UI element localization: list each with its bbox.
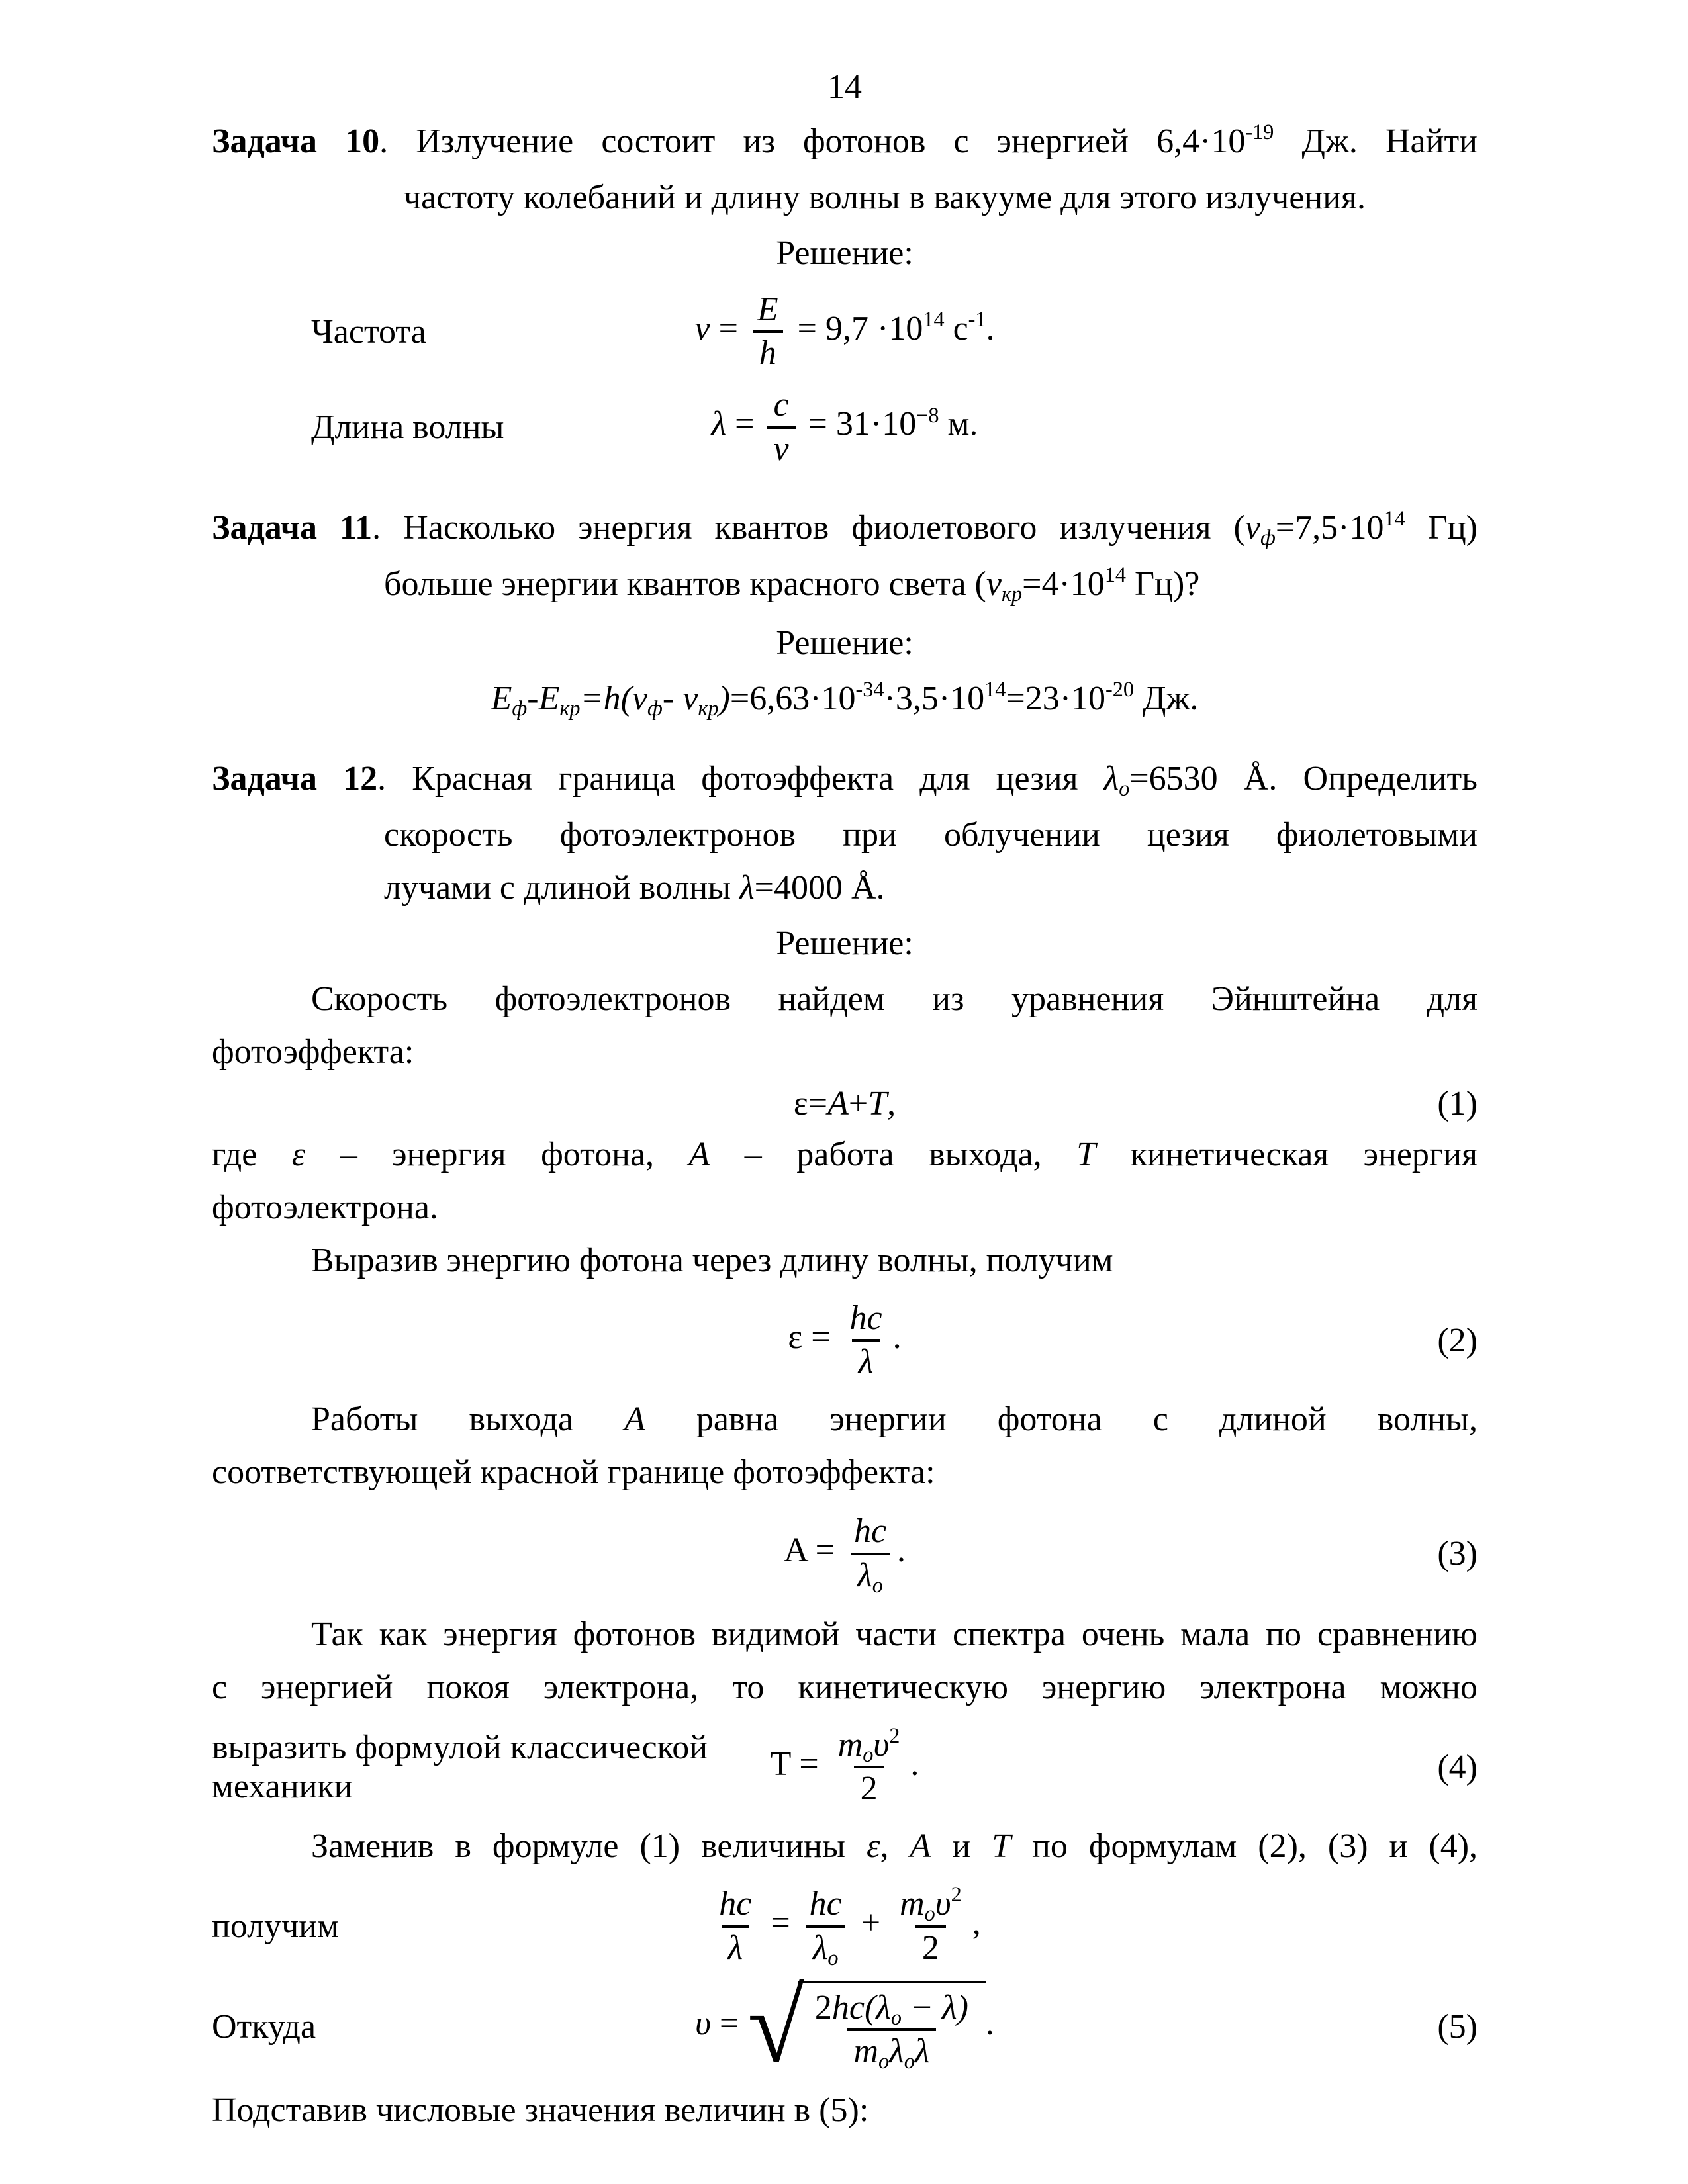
- text-run: о: [1119, 776, 1130, 800]
- fraction-denominator: [847, 2028, 936, 2072]
- fraction: [767, 385, 795, 469]
- text-run: v: [694, 310, 719, 348]
- solution-paragraph-4-line-1: [212, 1393, 1477, 1446]
- text-run: =6,63·10: [729, 679, 856, 717]
- solution-paragraph-6: [212, 1820, 1477, 1873]
- solution-heading-11: Решение:: [776, 623, 914, 662]
- equation-2-row: [212, 1298, 1477, 1383]
- text-run: Дж.: [1134, 679, 1199, 717]
- text-run: .: [897, 1531, 906, 1570]
- text-run: υ: [935, 1885, 951, 1923]
- equation-5: [708, 1884, 981, 1968]
- equation-3-row: [212, 1511, 1477, 1596]
- fraction-denominator: [753, 330, 783, 374]
- text-run: 2: [889, 1723, 900, 1747]
- page-number: 14: [827, 68, 862, 106]
- fraction: [808, 1987, 975, 2072]
- text-run: Задача 11: [212, 508, 373, 547]
- text-run: скорость фотоэлектронов при облучении цезия фиолетовыми: [384, 815, 1477, 854]
- text-run: ,: [972, 1904, 981, 1942]
- text-run: +: [848, 1084, 868, 1122]
- text-run: ε =: [788, 1318, 839, 1357]
- text-run: -19: [1245, 120, 1274, 144]
- text-run: о: [904, 2049, 915, 2073]
- fraction-numerator: [712, 1884, 758, 1925]
- wavelength-row: [212, 385, 1477, 469]
- text-run: A: [624, 1400, 645, 1439]
- text-run: Откуда: [212, 2007, 316, 2046]
- fraction: [751, 289, 785, 374]
- text-run: равна энергии фотона с длиной волны,: [645, 1400, 1478, 1439]
- text-run: 14: [923, 307, 945, 332]
- text-run: ф: [512, 696, 528, 720]
- text-run: .: [986, 310, 995, 348]
- fraction: [831, 1725, 907, 1809]
- text-run: -34: [855, 676, 884, 701]
- fraction-denominator: [851, 1553, 890, 1596]
- text-run: hc: [849, 1298, 882, 1337]
- text-run: 14: [984, 676, 1006, 701]
- text-run: фотоэлектрона.: [212, 1188, 438, 1226]
- problem-12-line-1: [212, 752, 1477, 809]
- fraction: [803, 1884, 849, 1968]
- equation-number-1: (1): [1437, 1084, 1477, 1122]
- text-run: ,: [887, 1084, 896, 1122]
- text-run: ,: [880, 1827, 910, 1866]
- fraction-denominator: [915, 1925, 946, 1969]
- text-run: v: [1244, 508, 1260, 547]
- equation-3: [784, 1511, 906, 1596]
- text-run: Работы выхода: [311, 1400, 625, 1439]
- text-run: . Насколько энергия квантов фиолетового излучения (: [372, 508, 1245, 547]
- frequency-row: [212, 289, 1477, 374]
- text-run: .: [985, 2004, 994, 2042]
- problem-10-line-1: [212, 115, 1477, 171]
- problem-11: [212, 502, 1477, 729]
- text-run: υ: [695, 2004, 711, 2042]
- text-run: E: [757, 291, 778, 328]
- text-run: .: [892, 1318, 902, 1357]
- text-run: ε=: [793, 1084, 828, 1122]
- fraction: [712, 1884, 758, 1968]
- text-run: . Излучение состоит из фотонов с энергией 6,4·10: [379, 122, 1246, 160]
- text-run: – энергия фотона,: [305, 1135, 689, 1173]
- solution-paragraph-3: [212, 1234, 1477, 1287]
- text-run: ε: [291, 1135, 306, 1173]
- text-run: кинетическая энергия: [1096, 1135, 1478, 1173]
- text-run: – работа выхода,: [710, 1135, 1077, 1173]
- text-run: −8: [916, 402, 939, 427]
- equation-1-row: [212, 1084, 1477, 1123]
- text-run: λ: [711, 405, 735, 443]
- text-run: о: [878, 2049, 890, 2073]
- energy-difference-equation: [212, 672, 1477, 729]
- text-run: -: [527, 679, 539, 717]
- text-run: =4000 Å.: [754, 868, 885, 907]
- solution-paragraph-5-line-2: [212, 1661, 1477, 1714]
- fraction-numerator: [847, 1511, 893, 1552]
- frequency-equation: [694, 289, 994, 374]
- text-run: =23·10: [1006, 679, 1106, 717]
- equation-number-4: (4): [1437, 1748, 1477, 1786]
- problem-12: [212, 752, 1477, 970]
- text-run: с энергией покоя электрона, то кинетическую энергию электрона можно: [212, 1668, 1477, 1706]
- text-run: кр: [698, 696, 719, 720]
- equation-4: [771, 1725, 919, 1809]
- document-page: [212, 66, 1477, 2137]
- text-run: λ: [889, 2032, 904, 2071]
- text-run: ф: [1260, 525, 1276, 549]
- text-run: ·3,5·10: [884, 679, 985, 717]
- text-run: ): [718, 679, 730, 717]
- text-run: Задача 10: [212, 122, 380, 160]
- fraction-denominator: [854, 1766, 884, 1809]
- text-run: . Красная граница фотоэффекта для цезия: [377, 759, 1104, 797]
- text-run: ε: [866, 1827, 880, 1866]
- problem-12-line-3: [212, 862, 1477, 915]
- text-run: Дж. Найти: [1274, 122, 1477, 160]
- equation-4-label: [212, 1728, 771, 1806]
- text-run: кр: [559, 696, 581, 720]
- solution-heading-12: Решение:: [776, 924, 914, 962]
- problem-12-line-2: [212, 809, 1477, 862]
- solution-paragraph-1-line-2: [212, 1026, 1477, 1079]
- text-run: выразить формулой классической механики: [212, 1729, 708, 1806]
- text-run: υ: [873, 1725, 890, 1764]
- text-run: о: [872, 1572, 883, 1597]
- text-run: hc: [719, 1885, 752, 1923]
- fraction-numerator: [808, 1987, 975, 2028]
- problem-11-line-2: [212, 558, 1477, 614]
- solution-paragraph-5-line-1: [212, 1608, 1477, 1661]
- equation-6: [695, 1968, 994, 2083]
- text-run: получим: [212, 1907, 339, 1946]
- wavelength-equation: [712, 385, 978, 469]
- wavelength-label: Длина волны: [311, 408, 504, 447]
- text-run: v: [773, 430, 789, 468]
- fraction-denominator: [767, 426, 795, 470]
- text-run: =h(: [580, 679, 632, 717]
- radical-sign: √: [747, 1968, 804, 2083]
- text-run: λ: [857, 1556, 872, 1594]
- text-run: hc: [831, 1988, 865, 2026]
- text-run: с: [944, 310, 968, 348]
- text-run: = 31·10: [799, 405, 917, 443]
- text-run: λ: [858, 1343, 874, 1381]
- fraction-numerator: [767, 385, 795, 426]
- text-run: λ: [739, 868, 755, 907]
- equation-6-intro: [212, 2007, 316, 2046]
- text-run: 14: [1383, 506, 1405, 530]
- text-run: A =: [783, 1531, 843, 1570]
- text-run: ф: [647, 696, 663, 720]
- text-run: v: [682, 679, 698, 717]
- text-run: T: [868, 1084, 888, 1122]
- problem-10-line-2: [212, 171, 1477, 224]
- text-run: A: [688, 1135, 710, 1173]
- text-run: о: [863, 1742, 874, 1766]
- text-run: о: [924, 1901, 935, 1926]
- text-run: A: [910, 1827, 931, 1866]
- fraction-numerator: [893, 1884, 968, 1925]
- fraction-numerator: [843, 1298, 889, 1339]
- equation-5-intro: [212, 1907, 339, 1946]
- text-run: больше энергии квантов красного света (: [384, 565, 986, 603]
- text-run: m: [900, 1885, 925, 1923]
- equation-number-3: (3): [1437, 1535, 1477, 1573]
- solution-paragraph-7: [212, 2084, 1477, 2137]
- text-run: Задача 12: [212, 759, 378, 797]
- text-run: λ: [1103, 759, 1119, 797]
- fraction-numerator: [751, 289, 785, 330]
- solution-12: [212, 973, 1477, 2137]
- text-run: -1: [968, 307, 986, 332]
- text-run: Так как энергия фотонов видимой части спектра очень мала по сравнению: [311, 1615, 1477, 1653]
- text-run: (λ: [865, 1988, 891, 2026]
- fraction-numerator: [831, 1725, 907, 1766]
- text-run: hc: [809, 1885, 842, 1923]
- equation-4-row: [212, 1725, 1477, 1809]
- radical-body: [798, 1981, 986, 2072]
- text-run: E: [538, 679, 560, 717]
- text-run: частоту колебаний и длину волны в вакууме для этого излучения.: [404, 179, 1366, 216]
- text-run: где: [212, 1135, 292, 1173]
- text-run: 2: [921, 1929, 939, 1967]
- solution-paragraph-1-line-1: [212, 973, 1477, 1026]
- fraction: [843, 1298, 889, 1383]
- text-run: m: [837, 1725, 863, 1764]
- text-run: T =: [770, 1745, 827, 1784]
- text-run: 2: [951, 1882, 962, 1907]
- text-run: v: [986, 565, 1002, 603]
- text-run: =: [762, 1904, 799, 1942]
- fraction-denominator: [806, 1925, 845, 1969]
- text-run: =: [735, 405, 763, 443]
- fraction-denominator: [722, 1925, 750, 1969]
- fraction-denominator: [852, 1339, 880, 1383]
- text-run: m: [853, 2032, 879, 2071]
- text-run: = 9,7 ·10: [788, 310, 923, 348]
- text-run: h: [759, 334, 776, 373]
- equation-2: [788, 1298, 901, 1383]
- text-run: T: [1076, 1135, 1096, 1173]
- text-run: v: [632, 679, 648, 717]
- text-run: .: [910, 1745, 919, 1784]
- fraction: [847, 1511, 893, 1596]
- equation-number-2: (2): [1437, 1321, 1477, 1359]
- solution-paragraph-2-line-2: [212, 1181, 1477, 1234]
- text-run: о: [890, 2005, 902, 2029]
- text-run: 14: [1104, 562, 1127, 586]
- text-run: лучами с длиной волны: [384, 868, 740, 907]
- text-run: =: [710, 2004, 748, 2042]
- solution-heading-10: Решение:: [776, 234, 914, 272]
- text-run: и: [931, 1827, 992, 1866]
- text-run: м.: [939, 405, 978, 443]
- text-run: T: [992, 1827, 1011, 1866]
- solution-paragraph-2-line-1: [212, 1128, 1477, 1181]
- text-run: по формулам (2), (3) и (4),: [1010, 1827, 1478, 1866]
- text-run: =7,5·10: [1275, 508, 1384, 547]
- problem-11-line-1: [212, 502, 1477, 558]
- fraction: [893, 1884, 968, 1968]
- text-run: соответствующей красной границе фотоэффекта:: [212, 1453, 935, 1492]
- radical: [747, 1968, 986, 2083]
- text-run: 2: [860, 1770, 878, 1808]
- text-run: Гц)?: [1126, 565, 1200, 603]
- text-run: Выразив энергию фотона через длину волны, получим: [311, 1241, 1113, 1279]
- text-run: =6530 Å. Определить: [1129, 759, 1477, 797]
- text-run: =4·10: [1022, 565, 1105, 603]
- text-run: =: [718, 310, 747, 348]
- text-run: 2: [814, 1988, 832, 2026]
- text-run: λ: [914, 2032, 930, 2071]
- text-run: hc: [853, 1512, 887, 1551]
- text-run: -: [662, 679, 683, 717]
- text-run: Гц): [1405, 508, 1477, 547]
- frequency-label: Частота: [311, 312, 426, 351]
- equation-6-row: [212, 1968, 1477, 2083]
- text-run: λ: [727, 1929, 743, 1967]
- text-run: E: [491, 679, 512, 717]
- text-run: λ: [812, 1929, 828, 1967]
- solution-paragraph-4-line-2: [212, 1446, 1477, 1499]
- equation-number-5: (5): [1437, 2007, 1477, 2046]
- text-run: фотоэффекта:: [212, 1032, 414, 1071]
- text-run: Скорость фотоэлектронов найдем из уравнения Эйнштейна для: [311, 979, 1477, 1018]
- text-run: кр: [1001, 581, 1023, 606]
- problem-10: [212, 115, 1477, 470]
- text-run: Подставив числовые значения величин в (5):: [212, 2091, 869, 2130]
- text-run: о: [827, 1945, 839, 1970]
- text-run: − λ): [901, 1988, 968, 2026]
- text-run: A: [827, 1084, 849, 1122]
- equation-1: [794, 1084, 896, 1123]
- text-run: Заменив в формуле (1) величины: [311, 1827, 867, 1866]
- text-run: -20: [1105, 676, 1134, 701]
- text-run: c: [773, 386, 789, 424]
- equation-5-row: [212, 1884, 1477, 1968]
- text-run: +: [852, 1904, 890, 1942]
- fraction-numerator: [803, 1884, 849, 1925]
